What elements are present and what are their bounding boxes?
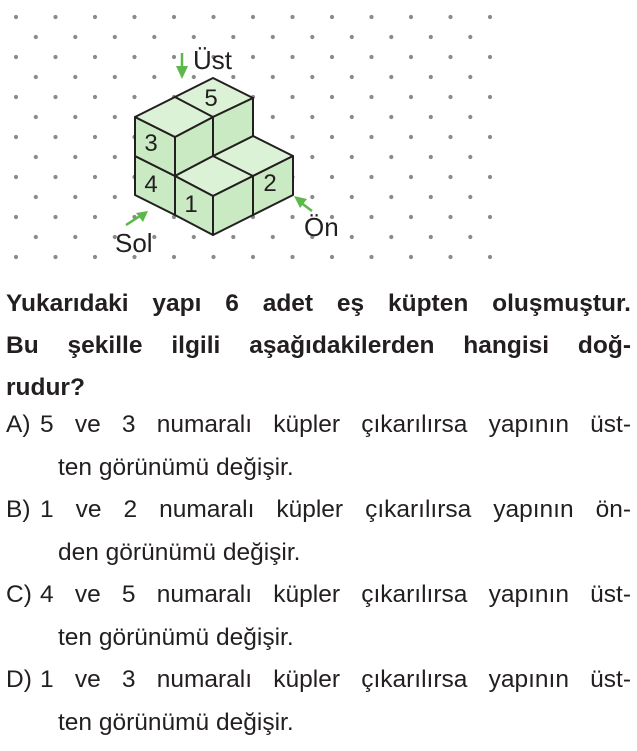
option-text-line-2: ten görünümü değişir. xyxy=(58,623,294,651)
grid-dot xyxy=(350,155,354,159)
grid-dot xyxy=(389,115,393,119)
grid-dot xyxy=(211,255,215,259)
grid-dot xyxy=(132,55,136,59)
grid-dot xyxy=(369,215,373,219)
grid-dot xyxy=(14,15,18,19)
grid-dot xyxy=(251,255,255,259)
grid-dot xyxy=(53,55,57,59)
option-a[interactable] xyxy=(6,404,631,489)
grid-dot xyxy=(350,35,354,39)
grid-dot xyxy=(14,95,18,99)
grid-dot xyxy=(330,95,334,99)
grid-dot xyxy=(34,195,38,199)
grid-dot xyxy=(93,215,97,219)
grid-dot xyxy=(488,15,492,19)
option-text-line-1: 1 ve 3 numaralı küpler çıkarılırsa yapının üst- xyxy=(40,666,631,693)
grid-dot xyxy=(389,195,393,199)
grid-dot xyxy=(231,75,235,79)
option-letter: C) xyxy=(6,581,32,608)
grid-dot xyxy=(132,95,136,99)
grid-dot xyxy=(369,255,373,259)
grid-dot xyxy=(369,55,373,59)
grid-dot xyxy=(429,115,433,119)
grid-dot xyxy=(53,135,57,139)
grid-dot xyxy=(488,55,492,59)
grid-dot xyxy=(290,135,294,139)
cube-label-1: 1 xyxy=(184,191,198,218)
grid-dot xyxy=(350,115,354,119)
grid-dot xyxy=(468,195,472,199)
grid-dot xyxy=(330,255,334,259)
grid-dot xyxy=(152,35,156,39)
grid-dot xyxy=(468,35,472,39)
grid-dot xyxy=(73,115,77,119)
grid-dot xyxy=(350,235,354,239)
option-text-line-1: 5 ve 3 numaralı küpler çıkarılırsa yapının üst- xyxy=(40,411,631,438)
grid-dot xyxy=(409,55,413,59)
grid-dot xyxy=(448,255,452,259)
grid-dot xyxy=(409,215,413,219)
grid-dot xyxy=(468,115,472,119)
grid-dot xyxy=(310,155,314,159)
option-text-line-2: den görünümü değişir. xyxy=(58,538,301,566)
left-view-arrow-icon xyxy=(126,211,148,225)
grid-dot xyxy=(271,35,275,39)
grid-dot xyxy=(488,95,492,99)
grid-dot xyxy=(113,35,117,39)
grid-dot xyxy=(113,155,117,159)
grid-dot xyxy=(53,175,57,179)
grid-dot xyxy=(231,235,235,239)
grid-dot xyxy=(132,15,136,19)
grid-dot xyxy=(231,35,235,39)
grid-dot xyxy=(409,15,413,19)
grid-dot xyxy=(34,75,38,79)
grid-dot xyxy=(34,155,38,159)
question-text xyxy=(6,283,631,409)
grid-dot xyxy=(93,255,97,259)
grid-dot xyxy=(330,135,334,139)
grid-dot xyxy=(429,75,433,79)
question-line-2: Bu şekille ilgili aşağıdakilerden hangisi doğ- xyxy=(6,332,631,359)
grid-dot xyxy=(448,95,452,99)
option-d[interactable] xyxy=(6,659,631,744)
grid-dot xyxy=(113,195,117,199)
grid-dot xyxy=(172,55,176,59)
grid-dot xyxy=(290,95,294,99)
grid-dot xyxy=(93,95,97,99)
grid-dot xyxy=(34,235,38,239)
grid-dot xyxy=(192,235,196,239)
grid-dot xyxy=(488,255,492,259)
grid-dot xyxy=(34,115,38,119)
answer-options xyxy=(6,404,631,744)
grid-dot xyxy=(290,55,294,59)
question-line-3: rudur? xyxy=(6,374,85,401)
grid-dot xyxy=(429,235,433,239)
option-text-line-1: 1 ve 2 numaralı küpler çıkarılırsa yapının ön- xyxy=(40,496,631,523)
grid-dot xyxy=(310,75,314,79)
grid-dot xyxy=(192,35,196,39)
grid-dot xyxy=(310,35,314,39)
grid-dot xyxy=(93,175,97,179)
grid-dot xyxy=(409,175,413,179)
grid-dot xyxy=(14,175,18,179)
grid-dot xyxy=(172,255,176,259)
cube-label-5: 5 xyxy=(204,85,218,112)
grid-dot xyxy=(14,135,18,139)
grid-dot xyxy=(429,155,433,159)
grid-dot xyxy=(350,75,354,79)
grid-dot xyxy=(330,175,334,179)
grid-dot xyxy=(290,215,294,219)
option-letter: B) xyxy=(6,496,31,523)
grid-dot xyxy=(73,75,77,79)
grid-dot xyxy=(448,55,452,59)
grid-dot xyxy=(14,255,18,259)
grid-dot xyxy=(488,135,492,139)
grid-dot xyxy=(53,15,57,19)
grid-dot xyxy=(488,215,492,219)
grid-dot xyxy=(429,35,433,39)
option-text-line-2: ten görünümü değişir. xyxy=(58,708,294,736)
front-view-arrow-icon xyxy=(294,196,312,211)
grid-dot xyxy=(113,75,117,79)
grid-dot xyxy=(468,235,472,239)
grid-dot xyxy=(73,195,77,199)
grid-dot xyxy=(192,75,196,79)
grid-dot xyxy=(468,75,472,79)
grid-dot xyxy=(330,55,334,59)
isometric-cube-figure xyxy=(0,0,637,275)
grid-dot xyxy=(369,175,373,179)
grid-dot xyxy=(409,95,413,99)
grid-dot xyxy=(369,95,373,99)
grid-dot xyxy=(251,55,255,59)
grid-dot xyxy=(73,235,77,239)
grid-dot xyxy=(369,135,373,139)
grid-dot xyxy=(93,55,97,59)
option-text-line-2: ten görünümü değişir. xyxy=(58,453,294,481)
grid-dot xyxy=(152,75,156,79)
grid-dot xyxy=(389,235,393,239)
grid-dot xyxy=(211,15,215,19)
cube-label-2: 2 xyxy=(263,170,277,197)
grid-dot xyxy=(389,155,393,159)
grid-dot xyxy=(271,115,275,119)
left-view-label: Sol xyxy=(115,228,153,258)
grid-dot xyxy=(172,15,176,19)
grid-dot xyxy=(93,15,97,19)
grid-dot xyxy=(429,195,433,199)
grid-dot xyxy=(310,195,314,199)
grid-dot xyxy=(369,15,373,19)
grid-dot xyxy=(73,155,77,159)
grid-dot xyxy=(468,155,472,159)
top-view-label: Üst xyxy=(193,45,232,75)
option-b[interactable] xyxy=(6,489,631,574)
option-text-line-1: 4 ve 5 numaralı küpler çıkarılırsa yapının üst- xyxy=(40,581,631,608)
grid-dot xyxy=(448,135,452,139)
grid-dot xyxy=(14,55,18,59)
grid-dot xyxy=(290,15,294,19)
grid-dot xyxy=(113,115,117,119)
grid-dot xyxy=(53,255,57,259)
grid-dot xyxy=(448,15,452,19)
grid-dot xyxy=(290,255,294,259)
question-line-1: Yukarıdaki yapı 6 adet eş küpten oluşmuştur. xyxy=(6,290,631,317)
grid-dot xyxy=(409,255,413,259)
grid-dot xyxy=(14,215,18,219)
grid-dot xyxy=(251,15,255,19)
cube-label-3: 3 xyxy=(144,130,158,157)
grid-dot xyxy=(330,15,334,19)
grid-dot xyxy=(488,175,492,179)
grid-dot xyxy=(389,75,393,79)
grid-dot xyxy=(53,215,57,219)
cube-label-4: 4 xyxy=(144,171,158,198)
grid-dot xyxy=(152,235,156,239)
grid-dot xyxy=(448,175,452,179)
grid-dot xyxy=(271,75,275,79)
top-view-arrow-icon xyxy=(176,53,188,79)
option-letter: D) xyxy=(6,666,32,693)
grid-dot xyxy=(409,135,413,139)
grid-dot xyxy=(34,35,38,39)
option-c[interactable] xyxy=(6,574,631,659)
grid-dot xyxy=(448,215,452,219)
grid-dot xyxy=(93,135,97,139)
grid-dot xyxy=(389,35,393,39)
front-view-label: Ön xyxy=(304,212,339,242)
grid-dot xyxy=(310,115,314,119)
grid-dot xyxy=(73,35,77,39)
option-letter: A) xyxy=(6,411,31,438)
grid-dot xyxy=(350,195,354,199)
grid-dot xyxy=(53,95,57,99)
grid-dot xyxy=(271,235,275,239)
